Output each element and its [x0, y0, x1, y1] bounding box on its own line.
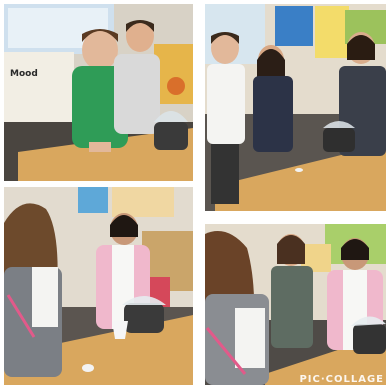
photo-panel-girls-cup: [4, 187, 193, 385]
photo-panel-girls-cling-film: [205, 224, 386, 385]
photo-panel-group-watching: [205, 4, 386, 211]
photo-panel-boys-experiment: [4, 4, 193, 181]
photo-girls-cling-film: [205, 224, 386, 385]
photo-group-watching: [205, 4, 386, 211]
classroom-sign-text: Mood: [10, 69, 38, 79]
pic-collage-watermark: PIC·COLLAGE: [299, 374, 384, 385]
photo-girls-cup: [4, 187, 193, 385]
photo-boys-experiment: [4, 4, 193, 181]
